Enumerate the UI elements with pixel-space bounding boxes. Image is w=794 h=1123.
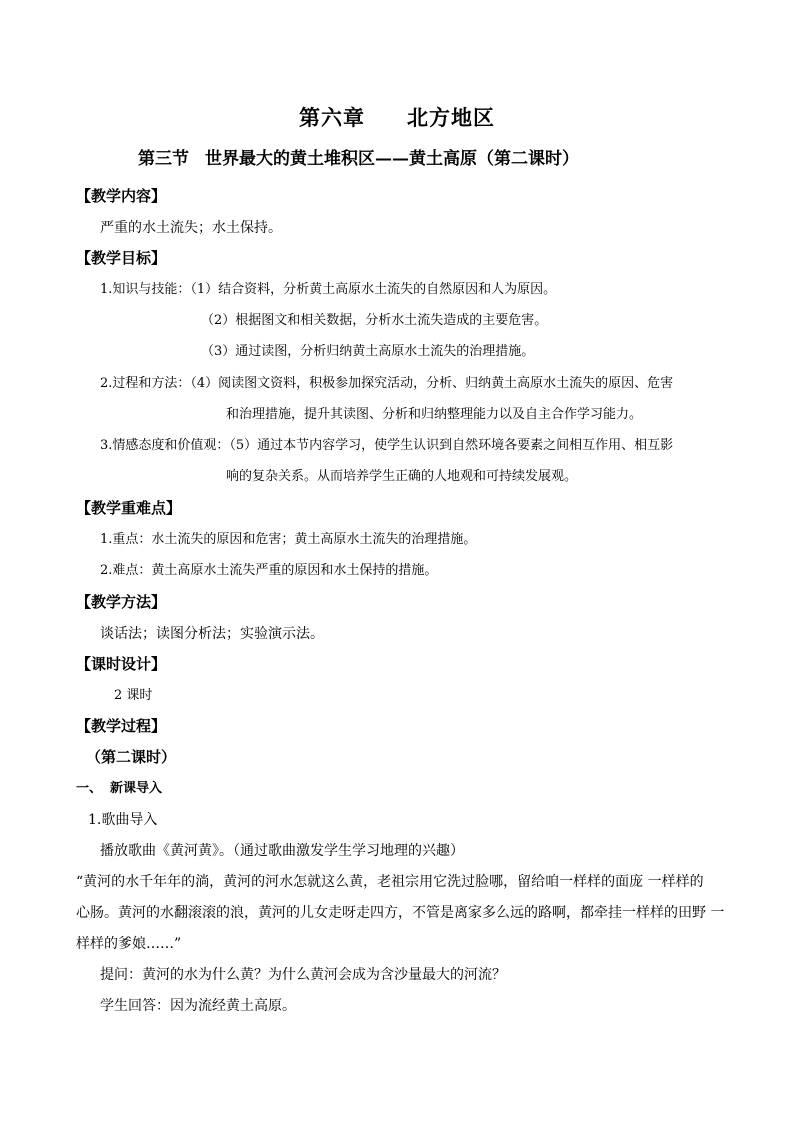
heading-content: 【教学内容】	[76, 187, 167, 205]
chapter-name: 北方地区	[407, 105, 495, 130]
methods-text: 谈话法；读图分析法；实验演示法。	[100, 626, 324, 642]
intro-item: 1.歌曲导入	[88, 812, 158, 828]
chapter-title	[0, 105, 794, 131]
content-text: 严重的水土流失；水土保持。	[100, 220, 282, 236]
key-difficulty: 2.难点：黄土高原水土流失严重的原因和水土保持的措施。	[100, 563, 438, 578]
objective-emotion-2: 响的复杂关系。从而培养学生正确的人地观和可持续发展观。	[226, 469, 578, 484]
heading-process: 【教学过程】	[76, 717, 167, 735]
objective-emotion-1: 3.情感态度和价值观：（5）通过本节内容学习，使学生认识到自然环境各要素之间相互作用、相互影	[100, 438, 674, 453]
part-title: 新课导入	[110, 781, 163, 796]
heading-key-points: 【教学重难点】	[76, 499, 182, 517]
question-text: 提问：黄河的水为什么黄？为什么黄河会成为含沙量最大的河流？	[100, 967, 506, 983]
key-focus: 1.重点：水土流失的原因和危害；黄土高原水土流失的治理措施。	[100, 532, 477, 547]
objective-knowledge-2: （2）根据图文和相关数据，分析水土流失造成的主要危害。	[201, 313, 548, 328]
chapter-number: 第六章	[299, 105, 365, 130]
objective-process-2: 和治理措施，提升其读图、分析和归纳整理能力以及自主合作学习能力。	[226, 407, 643, 422]
heading-methods: 【教学方法】	[76, 593, 167, 611]
lyric-line-2: 心肠。黄河的水翻滚滚的浪，黄河的儿女走呀走四方，不管是离家多么远的路啊，都牵挂一样样的田野 一	[76, 905, 725, 921]
answer-text: 学生回答：因为流经黄土高原。	[100, 998, 296, 1014]
heading-hours: 【课时设计】	[76, 655, 167, 673]
section-name: 世界最大的黄土堆积区——黄土高原（第二课时）	[205, 149, 579, 169]
lyric-line-1: “黄河的水千年年的淌，黄河的河水怎就这么黄，老祖宗用它洗过脸哪，留给咱一样样的面庞 一样样的	[76, 874, 704, 890]
hours-text: 2 课时	[114, 688, 153, 703]
session-label: （第二课时）	[86, 748, 177, 766]
section-number: 第三节	[138, 149, 189, 169]
lyric-line-3: 样样的爹娘……”	[76, 936, 182, 952]
objective-knowledge-3: （3）通过读图，分析归纳黄土高原水土流失的治理措施。	[201, 344, 535, 359]
objective-process-1: 2.过程和方法：（4）阅读图文资料，积极参加探究活动，分析、归纳黄土高原水土流失的原因、危害	[100, 376, 674, 391]
play-song-text: 播放歌曲《黄河黄》。（通过歌曲激发学生学习地理的兴趣）	[100, 843, 464, 859]
part-number: 一、	[76, 781, 103, 796]
objective-knowledge-1: 1.知识与技能：（1）结合资料，分析黄土高原水土流失的自然原因和人为原因。	[100, 282, 557, 297]
section-title	[138, 148, 579, 170]
heading-objectives: 【教学目标】	[76, 249, 167, 267]
